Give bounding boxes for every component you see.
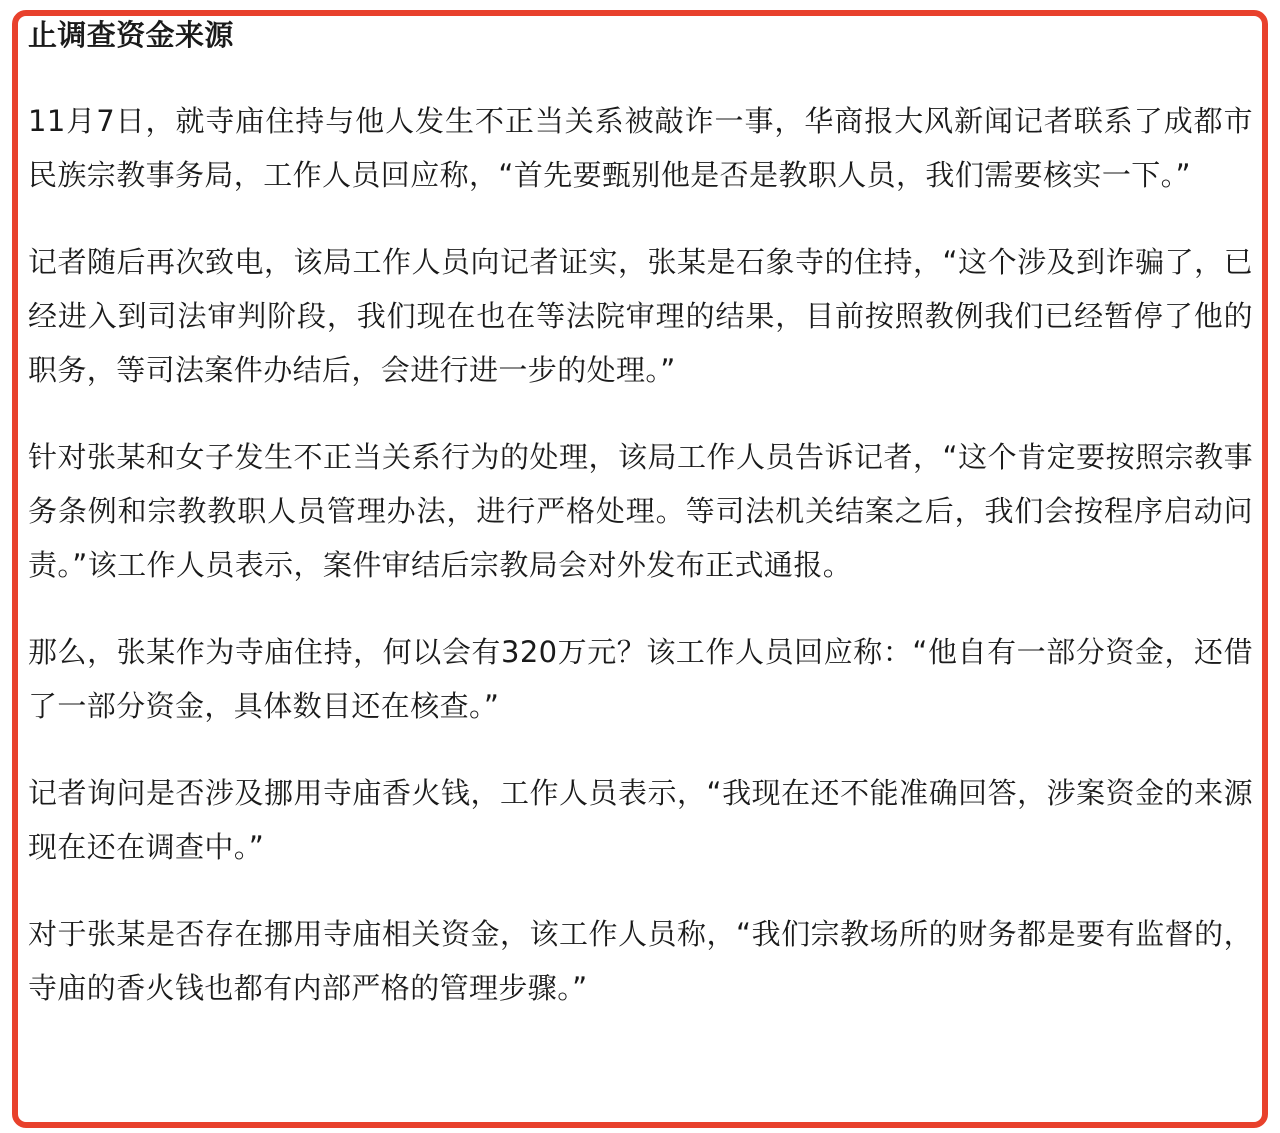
paragraph-3: 针对张某和女子发生不正当关系行为的处理，该局工作人员告诉记者，“这个肯定要按照宗教事务条例和宗教教职人员管理办法，进行严格处理。等司法机关结案之后，我们会按程序启动问责。”该工作人员表示，案件审结后宗教局会对外发布正式通报。	[28, 440, 1253, 582]
paragraph-1: 11月7日，就寺庙住持与他人发生不正当关系被敲诈一事，华商报大风新闻记者联系了成都市民族宗教事务局，工作人员回应称，“首先要甄别他是否是教职人员，我们需要核实一下。”	[28, 104, 1253, 192]
paragraph-2: 记者随后再次致电，该局工作人员向记者证实，张某是石象寺的住持，“这个涉及到诈骗了，已经进入到司法审判阶段，我们现在也在等法院审理的结果，目前按照教例我们已经暂停了他的职务，等司法案件办结后，会进行进一步的处理。”	[28, 245, 1253, 387]
paragraph-6: 对于张某是否存在挪用寺庙相关资金，该工作人员称，“我们宗教场所的财务都是要有监督的，寺庙的香火钱也都有内部严格的管理步骤。”	[28, 917, 1253, 1005]
highlight-frame	[12, 10, 1268, 1128]
paragraph-5: 记者询问是否涉及挪用寺庙香火钱，工作人员表示，“我现在还不能准确回答，涉案资金的来源现在还在调查中。”	[28, 776, 1253, 864]
article-body	[28, 10, 1253, 1048]
section-heading: 止调查资金来源	[28, 18, 234, 52]
paragraph-4: 那么，张某作为寺庙住持，何以会有320万元？该工作人员回应称：“他自有一部分资金，还借了一部分资金，具体数目还在核查。”	[28, 635, 1253, 723]
